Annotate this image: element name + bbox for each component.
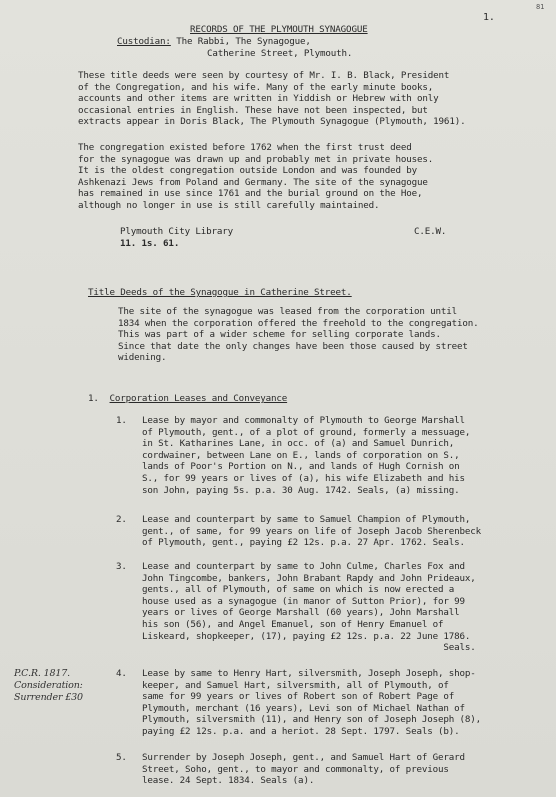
text-line: Plymouth, silversmith (11), and Henry son of Joseph Joseph (8), (142, 714, 482, 726)
section-title: Title Deeds of the Synagogue in Catherine Street. (88, 287, 352, 298)
subsection-number: 1. (88, 393, 99, 404)
item-text (142, 514, 481, 549)
text-line: although no longer in use is still carefully maintained. (78, 199, 380, 211)
subsection-heading (88, 393, 287, 405)
text-line: Lease by mayor and commonalty of Plymouth to George Marshall (142, 415, 465, 426)
text-line: son John, paying 5s. p.a. 30 Aug. 1742. Seals, (a) missing. (142, 484, 460, 496)
text-line: Lease and counterpart by same to Samuel Champion of Plymouth, (142, 514, 471, 525)
text-line: Since that date the only changes have been those caused by street (118, 340, 468, 352)
text-line: Surrender by Joseph Joseph, gent., and Samuel Hart of Gerard (142, 752, 465, 763)
text-line: in St. Katharines Lane, in occ. of (a) and Samuel Dunrich, (142, 438, 455, 450)
text-line: of Plymouth, gent., of a plot of ground, formerly a messuage, (142, 426, 471, 438)
item-number: 1. (116, 415, 127, 426)
text-line: cordwainer, between Lane on E., lands of corporation on S., (142, 449, 460, 461)
text-line: gent., of same, for 99 years on life of Joseph Jacob Sherenbeck (142, 525, 482, 537)
intro-paragraph-1 (78, 70, 465, 128)
text-line: Lease and counterpart by same to John Culme, Charles Fox and (142, 561, 465, 572)
document-title: RECORDS OF THE PLYMOUTH SYNAGOGUE (190, 24, 368, 35)
section-paragraph (118, 306, 479, 364)
custodian-address: Catherine Street, Plymouth. (207, 48, 353, 59)
text-line: of the Congregation, and his wife. Many of the early minute books, (78, 81, 434, 93)
text-line: widening. (118, 352, 167, 364)
intro-paragraph-2 (78, 142, 433, 212)
library-date: 11. 1s. 61. (120, 238, 180, 249)
text-line: Plymouth, merchant (16 years), Levi son of Michael Nathan of (142, 702, 465, 714)
text-line: for the synagogue was drawn up and probably met in private houses. (78, 153, 434, 165)
item-number: 3. (116, 561, 127, 572)
item-number: 4. (116, 668, 127, 679)
text-line: occasional entries in English. These have not been inspected, but (78, 104, 428, 116)
text-line: accounts and other items are written in Yiddish or Hebrew with only (78, 93, 439, 105)
library-name: Plymouth City Library (120, 226, 234, 237)
text-line: It is the oldest congregation outside London and was founded by (78, 165, 418, 177)
item-text (142, 415, 470, 496)
text-line: paying £2 12s. p.a. and a heriot. 28 Sept. 1797. Seals (b). (142, 725, 460, 737)
subsection-label: Corporation Leases and Conveyance (109, 393, 288, 404)
item-number: 2. (116, 514, 127, 525)
item-number: 5. (116, 752, 127, 763)
text-line: The congregation existed before 1762 when the first trust deed (78, 142, 412, 153)
text-line: same for 99 years or lives of Robert son of Robert Page of (142, 691, 455, 703)
custodian-value: The Rabbi, The Synagogue, (176, 36, 311, 47)
text-line: has remained in use since 1761 and the burial ground on the Hoe, (78, 188, 423, 200)
item-text (142, 561, 476, 654)
text-line: gents., all of Plymouth, of same on which is now erected a (142, 584, 455, 596)
margin-note-line: Consideration: (14, 680, 83, 691)
text-line: lease. 24 Sept. 1834. Seals (a). (142, 775, 315, 787)
text-line: lands of Poor's Portion on N., and lands of Hugh Cornish on (142, 461, 460, 473)
text-line: These title deeds were seen by courtesy of Mr. I. B. Black, President (78, 70, 450, 81)
handwritten-margin-note (14, 668, 83, 704)
text-line: keeper, and Samuel Hart, silversmith, all of Plymouth, of (142, 679, 449, 691)
text-line: Street, Soho, gent., to mayor and commonalty, of previous (142, 763, 449, 775)
text-line: house used as a synagogue (in manor of Sutton Prior), for 99 (142, 595, 465, 607)
text-line: This was part of a wider scheme for selling corporate lands. (118, 329, 441, 341)
text-line: extracts appear in Doris Black, The Plymouth Synagogue (Plymouth, 1961). (78, 116, 466, 128)
margin-note-line: Surrender £30 (14, 692, 83, 703)
text-line: of Plymouth, gent., paying £2 12s. p.a. 27 Apr. 1762. Seals. (142, 537, 465, 549)
text-line: John Tingcombe, bankers, John Brabant Rapdy and John Prideaux, (142, 572, 476, 584)
text-line: Liskeard, shopkeeper, (17), paying £2 12s. p.a. 22 June 1786. (142, 630, 471, 642)
custodian-label: Custodian: (117, 36, 171, 47)
text-line: Lease by same to Henry Hart, silversmith, Joseph Joseph, shop- (142, 668, 476, 679)
item-text (142, 668, 481, 738)
custodian-line (117, 36, 311, 48)
item-text (142, 752, 465, 787)
author-initials: C.E.W. (414, 226, 447, 237)
text-line: S., for 99 years or lives of (a), his wife Elizabeth and his (142, 472, 465, 484)
corner-mark: 81 (536, 3, 545, 11)
text-line: 1834 when the corporation offered the freehold to the congregation. (118, 317, 479, 329)
margin-note-line: P.C.R. 1817. (14, 668, 71, 679)
text-line: Seals. (142, 642, 476, 654)
text-line: years or lives of George Marshall (60 years), John Marshall (142, 607, 460, 619)
text-line: his son (56), and Angel Emanuel, son of Henry Emanuel of (142, 618, 444, 630)
text-line: The site of the synagogue was leased from the corporation until (118, 306, 458, 317)
text-line: Ashkenazi Jews from Poland and Germany. The site of the synagogue (78, 176, 428, 188)
page-number: 1. (483, 12, 495, 23)
